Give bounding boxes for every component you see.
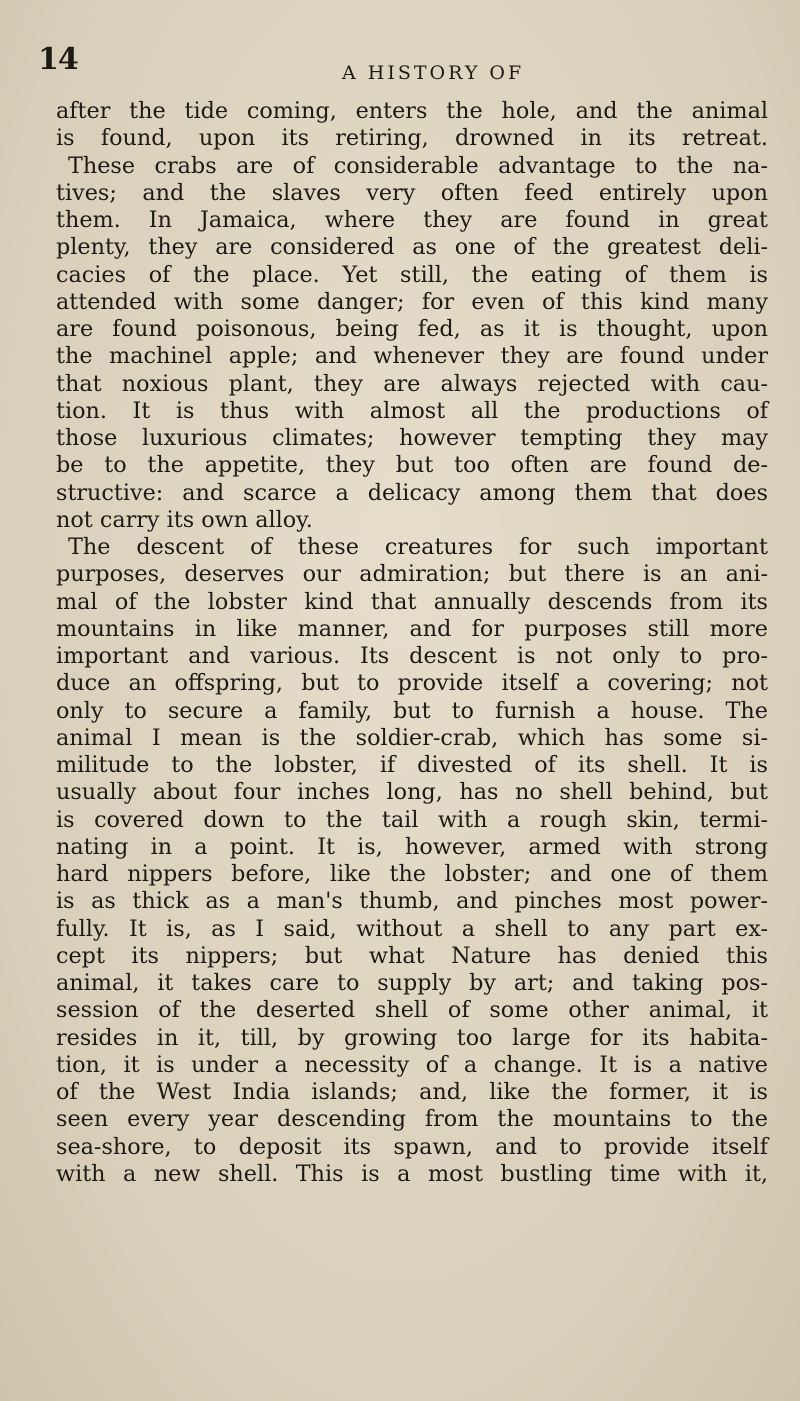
running-head bbox=[0, 42, 800, 92]
text-line: resides in it, till, by growing too large for its habita- bbox=[56, 1024, 768, 1051]
text-line: important and various. Its descent is not only to pro- bbox=[56, 643, 768, 669]
text-line: of the West India islands; and, like the former, it is bbox=[56, 1079, 768, 1105]
page-number: 14 bbox=[38, 42, 78, 77]
text-line: tives; and the slaves very often feed entirely upon bbox=[56, 179, 768, 206]
text-line: nating in a point. It is, however, armed with strong bbox=[56, 833, 768, 860]
text-line: militude to the lobster, if divested of its shell. It is bbox=[56, 752, 768, 778]
text-line: after the tide coming, enters the hole, and the animal bbox=[56, 98, 768, 124]
text-line: are found poisonous, being fed, as it is thought, upon bbox=[56, 316, 768, 342]
text-line: plenty, they are considered as one of the greatest deli- bbox=[56, 234, 768, 261]
text-line: with a new shell. This is a most bustling time with it, bbox=[56, 1160, 768, 1187]
text-line: only to secure a family, but to furnish a house. The bbox=[56, 697, 768, 724]
text-line: fully. It is, as I said, without a shell to any part ex- bbox=[56, 915, 768, 942]
text-line: that noxious plant, they are always rejected with cau- bbox=[56, 370, 768, 397]
text-line: tion, it is under a necessity of a change. It is a native bbox=[56, 1051, 768, 1078]
text-line: animal I mean is the soldier-crab, which has some si- bbox=[56, 724, 768, 751]
text-line: These crabs are of considerable advantage to the na- bbox=[68, 152, 768, 179]
text-line: be to the appetite, they but too often are found de- bbox=[56, 452, 768, 479]
text-line: is as thick as a man's thumb, and pinches most power- bbox=[56, 888, 768, 915]
text-line: usually about four inches long, has no shell behind, but bbox=[56, 779, 768, 806]
text-line: hard nippers before, like the lobster; and one of them bbox=[56, 861, 768, 887]
text-line: attended with some danger; for even of this kind many bbox=[56, 288, 768, 315]
text-line: animal, it takes care to supply by art; and taking pos- bbox=[56, 970, 768, 996]
text-line: The descent of these creatures for such important bbox=[68, 534, 768, 560]
text-line: is found, upon its retiring, drowned in its retreat. bbox=[56, 125, 768, 152]
text-line: tion. It is thus with almost all the productions of bbox=[56, 397, 768, 424]
running-head-title: A HISTORY OF bbox=[342, 62, 525, 84]
text-line: them. In Jamaica, where they are found in great bbox=[56, 207, 768, 233]
text-line: cept its nippers; but what Nature has denied this bbox=[56, 942, 768, 969]
text-line: purposes, deserves our admiration; but there is an ani- bbox=[56, 561, 768, 588]
text-line: structive: and scarce a delicacy among them that does bbox=[56, 479, 768, 506]
text-line: mal of the lobster kind that annually descends from its bbox=[56, 588, 768, 615]
text-line: sea-shore, to deposit its spawn, and to provide itself bbox=[56, 1133, 768, 1160]
text-line: those luxurious climates; however tempting they may bbox=[56, 425, 768, 451]
text-line: seen every year descending from the mountains to the bbox=[56, 1106, 768, 1133]
text-line: mountains in like manner, and for purposes still more bbox=[56, 615, 768, 642]
text-line: session of the deserted shell of some other animal, it bbox=[56, 997, 768, 1024]
text-line: is covered down to the tail with a rough skin, termi- bbox=[56, 806, 768, 833]
text-line: not carry its own alloy. bbox=[56, 506, 313, 533]
text-line: the machinel apple; and whenever they are found under bbox=[56, 343, 768, 370]
body-text bbox=[56, 98, 768, 1188]
text-line: cacies of the place. Yet still, the eating of them is bbox=[56, 261, 768, 288]
text-line: duce an offspring, but to provide itself a covering; not bbox=[56, 670, 768, 697]
